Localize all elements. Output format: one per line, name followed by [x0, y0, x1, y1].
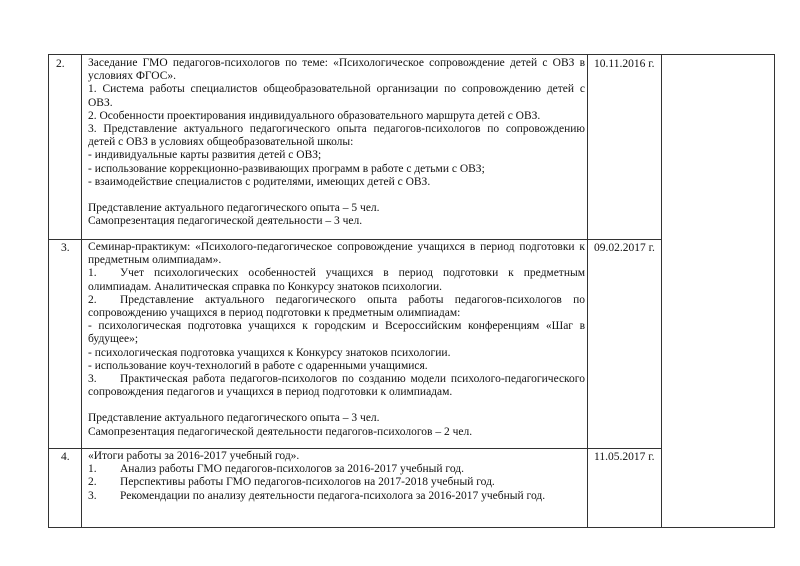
item-number: 3. [88, 372, 97, 385]
text-line [88, 189, 585, 202]
row-date: 09.02.2017 г. [594, 242, 655, 254]
line-text: - психологическая подготовка учащихся к Конкурсу знатоков психологии. [88, 346, 451, 359]
text-line [88, 241, 585, 254]
line-text: Представление актуального педагогического опыта – 3 чел. [88, 412, 380, 425]
row-date: 11.05.2017 г. [594, 451, 655, 463]
text-line [88, 281, 585, 294]
row-content [88, 241, 585, 439]
text-line [88, 267, 585, 280]
text-line [88, 307, 585, 320]
text-line [88, 110, 585, 123]
line-text: Самопрезентация педагогической деятельности педагогов-психологов – 2 чел. [88, 425, 473, 438]
line-text: Рекомендации по анализу деятельности педагога-психолога за 2016-2017 учебный год. [120, 489, 546, 502]
text-line [88, 490, 585, 503]
text-line [88, 97, 585, 110]
table-row [49, 55, 661, 239]
text-line [88, 320, 585, 333]
text-line [88, 463, 585, 476]
line-text: 3. Представление актуального педагогического опыта педагогов-психологов по сопровождению [88, 122, 585, 135]
line-text: сопровождения педагогов и учащихся в период подготовки к олимпиадам. [88, 386, 453, 399]
text-line [88, 57, 585, 70]
line-text: 1. Система работы специалистов общеобразовательной организации по сопровождению детей с [88, 83, 585, 96]
line-text: «Итоги работы за 2016-2017 учебный год». [88, 450, 300, 462]
text-line [88, 386, 585, 399]
row-number: 4. [61, 451, 70, 463]
line-text: - использование коррекционно-развивающих программ в работе с детьми с ОВЗ; [88, 162, 485, 175]
item-number: 3. [88, 489, 97, 502]
line-text: Семинар-практикум: «Психолого-педагогическое сопровождение учащихся в период подготовки к [88, 241, 585, 253]
row-date: 10.11.2016 г. [594, 58, 655, 70]
text-line [88, 176, 585, 189]
row-number: 2. [56, 58, 65, 70]
line-text: Учет психологических особенностей учащихся в период подготовки к предметным [120, 267, 585, 280]
column-divider [661, 55, 662, 527]
line-text [88, 399, 585, 412]
text-line [88, 83, 585, 96]
text-line [88, 215, 585, 228]
text-line [88, 163, 585, 176]
line-text: Практическая работа педагогов-психологов по созданию модели психолого-педагогического [120, 372, 585, 385]
text-line [88, 360, 585, 373]
line-text: детей с ОВЗ в условиях общеобразовательной школы: [88, 136, 354, 149]
text-line [88, 399, 585, 412]
text-line [88, 123, 585, 136]
line-text: будущее»; [88, 333, 139, 346]
line-text: Анализ работы ГМО педагогов-психологов за 2016-2017 учебный год. [120, 463, 464, 476]
item-number: 2. [88, 293, 97, 306]
line-text: олимпиадам. Аналитическая справка по Конкурсу знатоков психологии. [88, 280, 442, 293]
line-text: ОВЗ. [88, 96, 113, 109]
line-text [88, 189, 585, 202]
item-number: 1. [88, 463, 97, 476]
line-text: - взаимодействие специалистов с родителями, имеющих детей с ОВЗ. [88, 175, 431, 188]
events-table [48, 54, 775, 528]
text-line [88, 202, 585, 215]
text-line [88, 426, 585, 439]
line-text: Представление актуального педагогического опыта работы педагогов-психологов по [120, 293, 585, 306]
line-text: - использование коуч-технологий в работе с одаренными учащимися. [88, 359, 428, 372]
line-text: - психологическая подготовка учащихся к городским и Всероссийским конференциям «Шаг в [88, 320, 585, 333]
table-row [49, 448, 661, 528]
line-text: 2. Особенности проектирования индивидуального образовательного маршрута детей с ОВЗ. [88, 109, 541, 122]
line-text: сопровождению учащихся в период подготовки к предметным олимпиадам: [88, 306, 461, 319]
text-line [88, 450, 585, 463]
line-text: Представление актуального педагогического опыта – 5 чел. [88, 202, 380, 215]
item-number: 2. [88, 476, 97, 489]
text-line [88, 412, 585, 425]
text-line [88, 254, 585, 267]
row-content [88, 450, 585, 503]
row-number: 3. [61, 242, 70, 254]
line-text: предметным олимпиадам». [88, 254, 222, 267]
line-text: Заседание ГМО педагогов-психологов по теме: «Психологическое сопровождение детей с ОВЗ в [88, 57, 585, 69]
text-line [88, 136, 585, 149]
text-line [88, 333, 585, 346]
line-text: - индивидуальные карты развития детей с ОВЗ; [88, 149, 322, 162]
text-line [88, 294, 585, 307]
line-text: Перспективы работы ГМО педагогов-психологов на 2017-2018 учебный год. [120, 476, 495, 489]
text-line [88, 347, 585, 360]
line-text: условиях ФГОС». [88, 70, 177, 83]
row-content [88, 57, 585, 228]
table-row [49, 239, 661, 448]
item-number: 1. [88, 267, 97, 280]
line-text: Самопрезентация педагогической деятельности – 3 чел. [88, 215, 363, 228]
text-line [88, 476, 585, 489]
text-line [88, 70, 585, 83]
text-line [88, 149, 585, 162]
text-line [88, 373, 585, 386]
